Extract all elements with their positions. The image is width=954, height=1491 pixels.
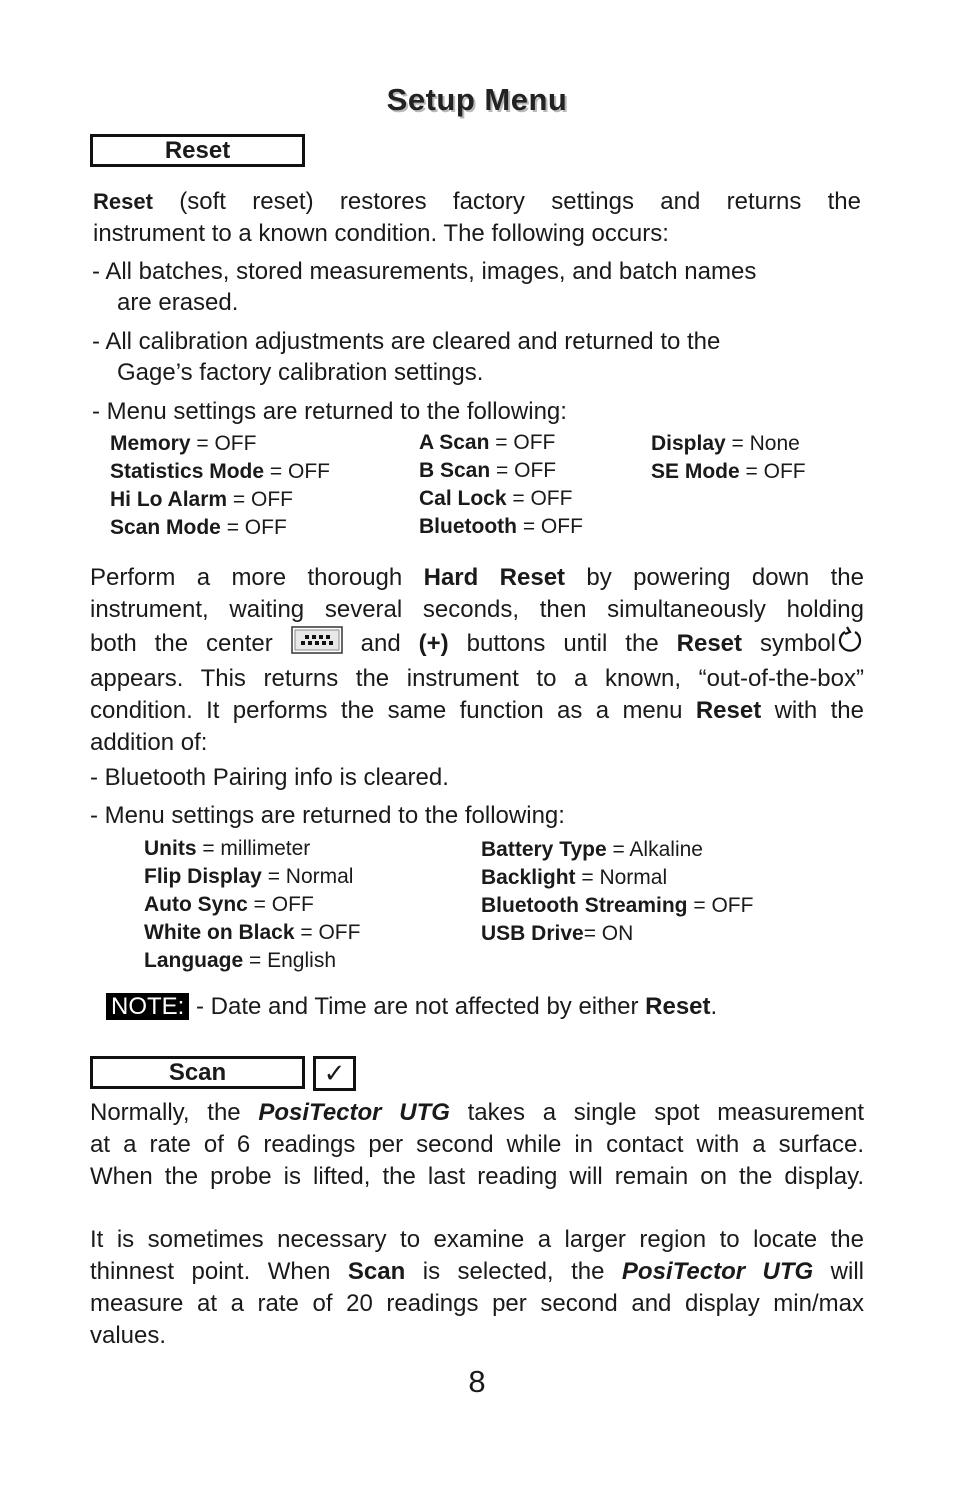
hard-reset-settings-col-1 xyxy=(144,835,360,975)
reset-bullet-1: - All batches, stored measurements, images, and batch names are erased. xyxy=(92,258,757,316)
scan-section-label: Scan xyxy=(90,1056,305,1089)
hard-reset-bullet-1: - Bluetooth Pairing info is cleared. xyxy=(90,764,449,791)
setting-white-on-black: White on Black = OFF xyxy=(144,921,361,944)
hard-reset-bullet-2: - Menu settings are returned to the following: xyxy=(90,802,565,829)
page-number: 8 xyxy=(468,1364,486,1399)
reset-intro-line1: (soft reset) restores factory settings and returns the xyxy=(152,188,861,215)
note-label: NOTE: xyxy=(106,993,189,1020)
setting-display: Display = None xyxy=(651,432,800,455)
hard-reset-settings-col-2 xyxy=(481,836,753,948)
setting-auto-sync: Auto Sync = OFF xyxy=(144,893,314,916)
setting-usb-drive: USB Drive= ON xyxy=(481,922,634,945)
setting-battery-type: Battery Type = Alkaline xyxy=(481,838,703,861)
setting-language: Language = English xyxy=(144,949,336,972)
reset-symbol-icon xyxy=(836,626,864,663)
reset-bullet-3: - Menu settings are returned to the following: xyxy=(92,398,567,425)
note: NOTE: - Date and Time are not affected by either Reset. xyxy=(106,991,717,1022)
setting-cal-lock: Cal Lock = OFF xyxy=(419,487,573,510)
setting-units: Units = millimeter xyxy=(144,837,311,860)
center-button-icon xyxy=(291,626,343,663)
reset-bullet-2: - All calibration adjustments are cleared and returned to the Gage’s factory calibration settings. xyxy=(92,328,721,386)
scan-checkbox[interactable]: ✓ xyxy=(313,1056,356,1091)
hard-reset-term: Hard Reset xyxy=(423,564,566,591)
setting-backlight: Backlight = Normal xyxy=(481,866,668,889)
hard-reset-paragraph: Perform a more thorough Hard Reset by powering down the instrument, waiting several seconds, then simultaneously holding both the center and (+) buttons until the Reset symbol appears. This returns the instrument to a known, “out-of-the-box” condition. It performs the same function as a menu Reset with the addition of: xyxy=(90,564,864,756)
setting-flip-display: Flip Display = Normal xyxy=(144,865,354,888)
page-title: Setup Menu xyxy=(386,82,568,117)
setting-memory: Memory = OFF xyxy=(110,432,257,455)
scan-paragraph-1: Normally, the PosiTector UTG takes a single spot measurement at a rate of 6 readings per second while in contact with a surface. When the probe is lifted, the last reading will remain on the display. xyxy=(90,1099,865,1190)
setting-bluetooth: Bluetooth = OFF xyxy=(419,515,583,538)
setting-scan-mode: Scan Mode = OFF xyxy=(110,516,287,539)
setting-se-mode: SE Mode = OFF xyxy=(651,460,806,483)
reset-intro-bold: Reset xyxy=(93,189,153,214)
setting-bluetooth-streaming: Bluetooth Streaming = OFF xyxy=(481,894,754,917)
setting-hi-lo-alarm: Hi Lo Alarm = OFF xyxy=(110,488,294,511)
reset-settings-col-3 xyxy=(651,430,806,486)
setting-statistics-mode: Statistics Mode = OFF xyxy=(110,460,330,483)
setting-b-scan: B Scan = OFF xyxy=(419,459,557,482)
reset-intro-line2: instrument to a known condition. The following occurs: xyxy=(93,220,669,247)
reset-section-label: Reset xyxy=(90,134,305,167)
reset-settings-col-2 xyxy=(419,429,583,541)
scan-paragraph-2: It is sometimes necessary to examine a larger region to locate the thinnest point. When Scan is selected, the PosiTector UTG will measure at a rate of 20 readings per second and display min/max values. xyxy=(90,1226,865,1349)
reset-settings-col-1 xyxy=(110,430,330,542)
product-name: PosiTector UTG xyxy=(258,1099,450,1126)
setting-a-scan: A Scan = OFF xyxy=(419,431,556,454)
reset-intro xyxy=(93,186,861,250)
